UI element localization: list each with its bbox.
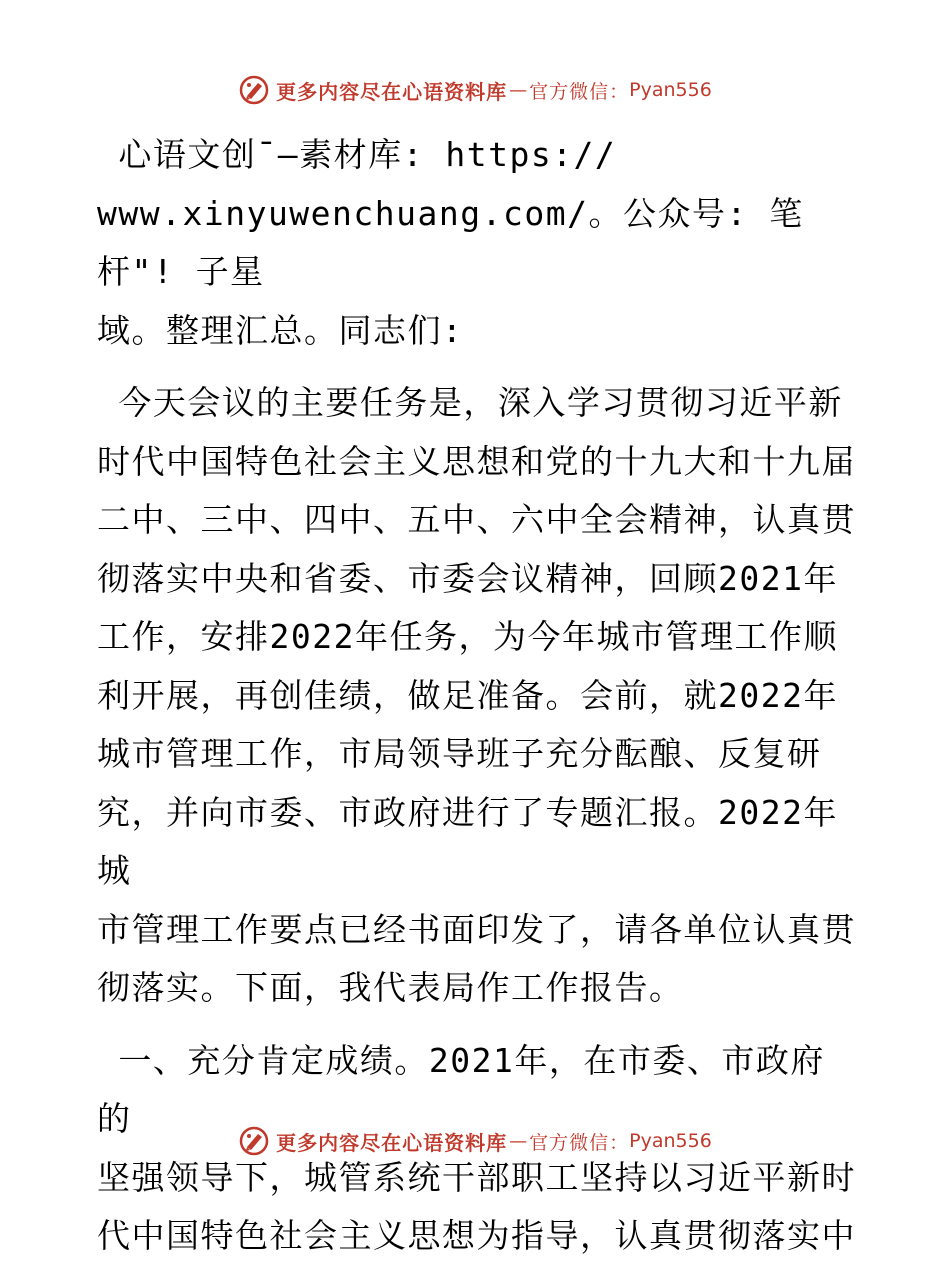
footer-banner <box>0 1121 950 1161</box>
banner-dash: — <box>509 79 528 101</box>
banner-wechat-id: Pyan556 <box>629 79 712 101</box>
pen-logo-icon <box>238 74 270 106</box>
paragraph-meeting-task: 今天会议的主要任务是，深入学习贯彻习近平新 时代中国特色社会主义思想和党的十九大和十九届 二中、三中、四中、五中、六中全会精神，认真贯 彻落实中央和省委、市委会议精神，回顾2021年 工作，安排2022年任务，为今年城市管理工作顺 利开展，再创佳绩，做足准备。会前，就2022年 城市管理工作，市局领导班子充分酝酿、反复研 究，并向市委、市政府进行了专题汇报。2022年城 市管理工作要点已经书面印发了，请各单位认真贯 彻落实。下面，我代表局作工作报告。 <box>97 383 856 1007</box>
banner-label: 官方微信： <box>529 1131 630 1154</box>
banner-brand: 更多内容尽在心语资料库 <box>276 1130 508 1155</box>
banner-label: 官方微信： <box>529 80 630 103</box>
banner-wechat-id: Pyan556 <box>629 1130 712 1152</box>
header-banner <box>0 70 950 110</box>
banner-dash: — <box>509 1130 528 1152</box>
paragraph-achievements: 一、充分肯定成绩。2021年，在市委、市政府的 坚强领导下，城管系统干部职工坚持以习近平新时 代中国特色社会主义思想为指导，认真贯彻落实中 <box>97 1040 856 1255</box>
paragraph-intro: 心语文创¯—素材库: https:// www.xinyuwenchuang.com/。公众号: 笔杆"! 子星 域。整理汇总。同志们: <box>97 135 804 350</box>
document-body <box>97 126 857 1266</box>
banner-brand: 更多内容尽在心语资料库 <box>276 79 508 104</box>
pen-logo-icon <box>238 1125 270 1157</box>
